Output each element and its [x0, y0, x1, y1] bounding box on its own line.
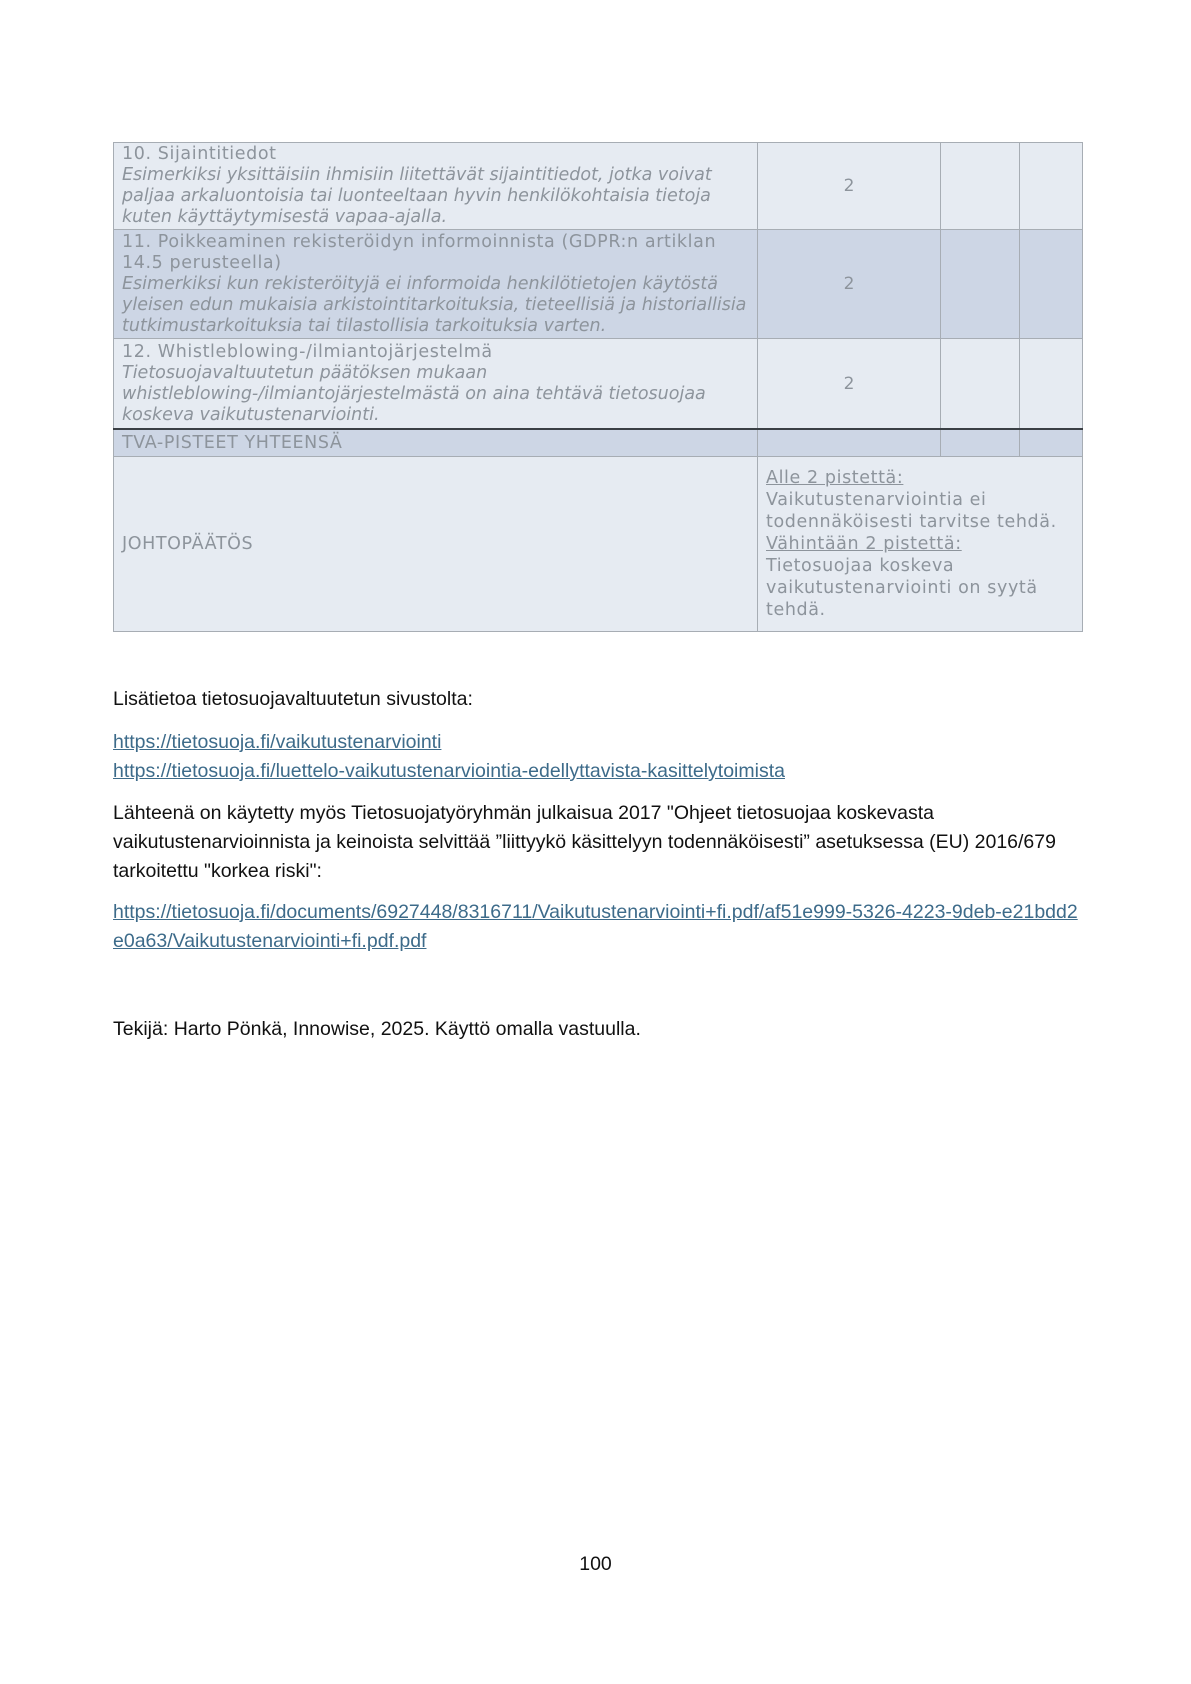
criterion-description: Esimerkiksi kun rekisteröityjä ei informoida henkilötietojen käytöstä yleisen edun mukaisia arkistointitarkoituksia, tieteellisiä ja historiallisia tutkimustarkoituksia tai tilastollisia tarkoituksia varten. [122, 273, 747, 336]
more-info-intro [113, 685, 1083, 714]
criterion-description: Esimerkiksi yksittäisiin ihmisiin liitettävät sijaintitiedot, jotka voivat paljaa arkaluontoisia tai luonteeltaan hyvin henkilökohtaisia tietoja kuten käyttäytymisestä vapaa-ajalla. [122, 165, 712, 227]
more-info-intro-text: Lisätietoa tietosuojavaltuutetun sivustolta: [113, 688, 473, 710]
criterion-cell [114, 230, 758, 339]
source-paragraph [113, 799, 1083, 886]
conclusion-below-text: Vaikutustenarviointia ei todennäköisesti tarvitse tehdä. [766, 490, 1057, 532]
total-points-cell[interactable] [758, 429, 941, 457]
conclusion-label: JOHTOPÄÄTÖS [122, 533, 254, 554]
conclusion-row [114, 457, 1083, 632]
conclusion-atleast-heading: Vähintään 2 pistettä: [766, 534, 962, 554]
total-label: TVA-PISTEET YHTEENSÄ [122, 433, 343, 453]
source-text: Lähteenä on käytetty myös Tietosuojatyöryhmän julkaisua 2017 "Ohjeet tietosuojaa koskevasta vaikutustenarvioinnista ja keinoista selvittää ”liittyykö käsittelyyn todennäköisesti” asetuksessa (EU) 2016/679 tarkoitettu "korkea riski": [113, 802, 1056, 882]
score-cell[interactable] [941, 143, 1020, 230]
conclusion-cell [758, 457, 1083, 632]
points-cell: 2 [758, 143, 941, 230]
total-row [114, 429, 1083, 457]
table-row [114, 339, 1083, 430]
total-score-cell[interactable] [1020, 429, 1083, 457]
criterion-cell [114, 339, 758, 430]
total-score-cell[interactable] [941, 429, 1020, 457]
dpia-list-link[interactable]: https://tietosuoja.fi/luettelo-vaikutustenarviointia-edellyttavista-kasittelytoimista [113, 760, 785, 782]
criteria-table [113, 142, 1083, 632]
score-cell[interactable] [1020, 230, 1083, 339]
source-link-paragraph [113, 898, 1083, 956]
guidelines-pdf-link[interactable]: https://tietosuoja.fi/documents/6927448/8316711/Vaikutustenarviointi+fi.pdf/af51e999-5326-4223-9deb-e21bdd2e0a63/Vaikutustenarviointi+fi.pdf.pdf [113, 901, 1078, 952]
criterion-cell [114, 143, 758, 230]
points-cell: 2 [758, 339, 941, 430]
conclusion-atleast-text: Tietosuojaa koskeva vaikutustenarviointi on syytä tehdä. [766, 556, 1038, 620]
table-row [114, 230, 1083, 339]
criterion-title: 12. Whistleblowing-/ilmiantojärjestelmä [122, 341, 493, 362]
score-cell[interactable] [941, 230, 1020, 339]
total-label-cell [114, 429, 758, 457]
dpia-link[interactable]: https://tietosuoja.fi/vaikutustenarviointi [113, 731, 442, 753]
score-cell[interactable] [1020, 339, 1083, 430]
author-text: Tekijä: Harto Pönkä, Innowise, 2025. Käyttö omalla vastuulla. [113, 1018, 641, 1040]
conclusion-label-cell [114, 457, 758, 632]
conclusion-below-heading: Alle 2 pistettä: [766, 468, 904, 488]
points-cell: 2 [758, 230, 941, 339]
more-info-links [113, 728, 1083, 786]
score-cell[interactable] [1020, 143, 1083, 230]
author-line [113, 1015, 1083, 1044]
page-number: 100 [579, 1553, 612, 1575]
criterion-description: Tietosuojavaltuutetun päätöksen mukaan whistleblowing-/ilmiantojärjestelmästä on aina tehtävä tietosuojaa koskeva vaikutustenarviointi. [122, 362, 706, 425]
criterion-title: 11. Poikkeaminen rekisteröidyn informoinnista (GDPR:n artiklan 14.5 perusteella) [122, 231, 717, 273]
table-row [114, 143, 1083, 230]
score-cell[interactable] [941, 339, 1020, 430]
criterion-title: 10. Sijaintitiedot [122, 144, 277, 164]
